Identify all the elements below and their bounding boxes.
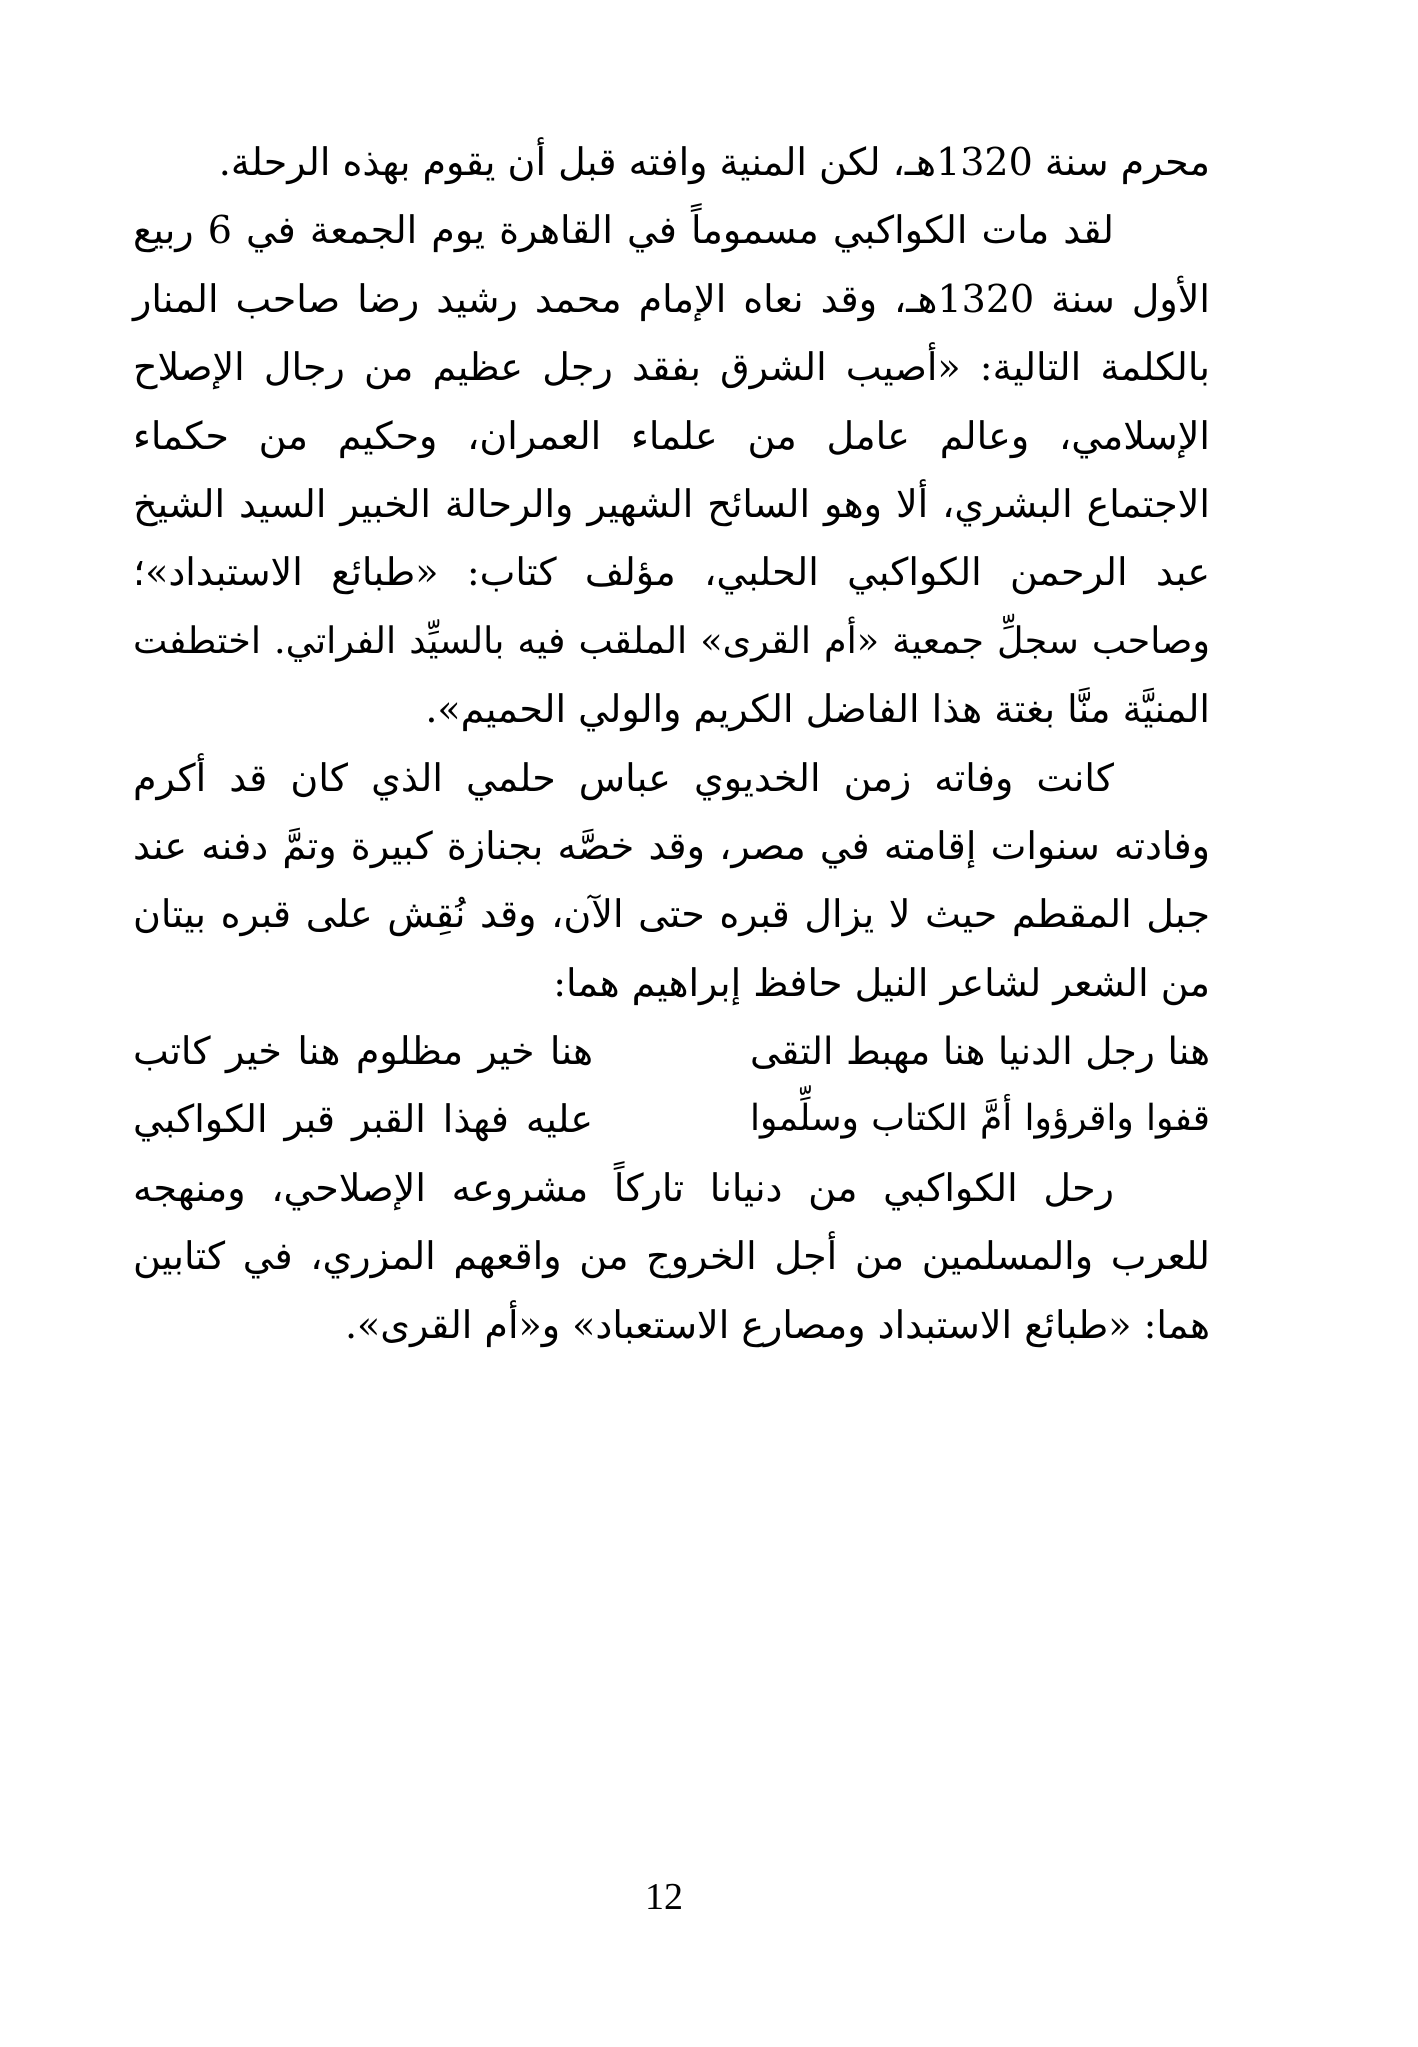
closing-line: للعرب والمسلمين من أجل الخروج من واقعهم المزري، في كتابين <box>133 1234 1210 1279</box>
text-line: جبل المقطم حيث لا يزال قبره حتى الآن، وقد نُقِش على قبره بيتان <box>133 892 1210 937</box>
text-line: المنيَّة منَّا بغتة هذا الفاضل الكريم والولي الحميم». <box>425 687 1210 732</box>
closing-line: هما: «طبائع الاستبداد ومصارع الاستعباد» و«أم القرى». <box>344 1302 1210 1347</box>
text-line: الأول سنة 1320هـ، وقد نعاه الإمام محمد رشيد رضا صاحب المنار <box>133 276 1210 321</box>
closing-line: رحل الكواكبي من دنيانا تاركاً مشروعه الإصلاحي، ومنهجه <box>133 1165 1114 1210</box>
text-line: وفادته سنوات إقامته في مصر، وقد خصَّه بجنازة كبيرة وتمَّ دفنه عند <box>133 823 1210 868</box>
verse-second-hemistich: هنا خير مظلوم هنا خير كاتب <box>133 1029 593 1074</box>
body-text <box>133 128 1210 1359</box>
verse-first-hemistich: هنا رجل الدنيا هنا مهبط التقى <box>750 1029 1210 1074</box>
text-line: من الشعر لشاعر النيل حافظ إبراهيم هما: <box>553 960 1210 1005</box>
poem-verse <box>133 1085 1210 1153</box>
text-line: بالكلمة التالية: «أصيب الشرق بفقد رجل عظيم من رجال الإصلاح <box>133 345 1210 390</box>
verse-second-hemistich: عليه فهذا القبر قبر الكواكبي <box>133 1097 593 1142</box>
text-line: محرم سنة 1320هـ، لكن المنية وافته قبل أن يقوم بهذه الرحلة. <box>218 140 1210 184</box>
text-line: عبد الرحمن الكواكبي الحلبي، مؤلف كتاب: «طبائع الاستبداد»؛ <box>133 550 1210 595</box>
text-line: وصاحب سجلِّ جمعية «أم القرى» الملقب فيه بالسيِّد الفراتي. اختطفت <box>133 618 1210 662</box>
verse-first-hemistich: قفوا واقرؤوا أمَّ الكتاب وسلِّموا <box>750 1098 1210 1140</box>
text-line: كانت وفاته زمن الخديوي عباس حلمي الذي كان قد أكرم <box>133 755 1114 800</box>
poem-verse <box>133 1017 1210 1085</box>
text-line: الإسلامي، وعالم عامل من علماء العمران، وحكيم من حكماء <box>133 413 1210 458</box>
text-line: لقد مات الكواكبي مسموماً في القاهرة يوم الجمعة في 6 ربيع <box>133 208 1114 253</box>
text-line: الاجتماع البشري، ألا وهو السائح الشهير والرحالة الخبير السيد الشيخ <box>133 481 1210 526</box>
page-number: 12 <box>645 1876 683 1918</box>
